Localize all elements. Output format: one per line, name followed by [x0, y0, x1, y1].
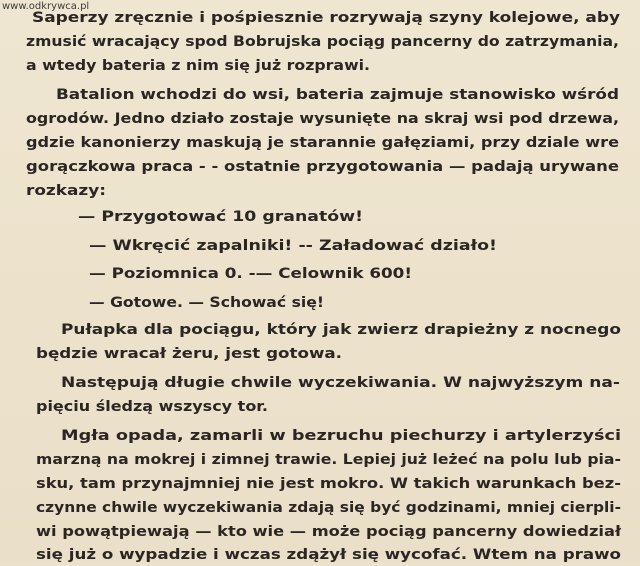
- text-line: Pułapka dla pociągu, który jak zwierz drapieżny z nocnego: [61, 321, 621, 338]
- text-line: — Przygotować 10 granatów!: [78, 208, 363, 225]
- text-line: Następują długie chwile wyczekiwania. W najwyższym na-: [61, 374, 620, 391]
- text-line: sku, tam przynajmniej nie jest mokro. W takich warunkach bez-: [36, 475, 621, 492]
- text-line: — Poziomnica 0. -— Celownik 600!: [89, 265, 412, 282]
- text-line: się już o wypadzie i wczas zdążył się wycofać. Wtem na prawo: [36, 546, 621, 563]
- text-line: — Wkręcić zapalniki! -- Załadować działo!: [89, 237, 497, 254]
- text-line: rozkazy:: [26, 182, 106, 199]
- text-line: czynne chwile wyczekiwania zdają się być godzinami, mniej cierpli-: [36, 499, 621, 516]
- text-line: Mgła opada, zamarli w bezruchu piechurzy i artylerzyści: [61, 427, 621, 444]
- text-line: gdzie kanonierzy maskują je starannie gałęziami, przy dziale wre: [26, 134, 619, 151]
- text-line: gorączkowa praca - - ostatnie przygotowania — padają urywane: [26, 158, 619, 175]
- text-line: — Gotowe. — Schować się!: [89, 294, 324, 311]
- text-line: a wtedy bateria z nim się już rozprawi.: [26, 57, 370, 74]
- text-line: marzną na mokrej i zimnej trawie. Lepiej już leżeć na polu lub pia-: [36, 451, 621, 468]
- text-line: Batalion wchodzi do wsi, bateria zajmuje stanowisko wśród: [56, 86, 619, 103]
- text-line: pięciu śledzą wszyscy tor.: [36, 398, 268, 415]
- text-line: ogrodów. Jedno działo zostaje wysunięte na skraj wsi pod drzewa,: [26, 110, 619, 127]
- text-line: zmusić wracający spod Bobrujska pociąg pancerny do zatrzymania,: [26, 33, 619, 50]
- watermark: www.odkrywca.pl: [2, 1, 90, 12]
- text-line: będzie wracał żeru, jest gotowa.: [36, 345, 342, 362]
- text-line: Saperzy zręcznie i pośpiesznie rozrywają szyny kolejowe, aby: [32, 9, 620, 26]
- text-line: wi powątpiewają — kto wie — może pociąg pancerny dowiedział: [36, 523, 621, 540]
